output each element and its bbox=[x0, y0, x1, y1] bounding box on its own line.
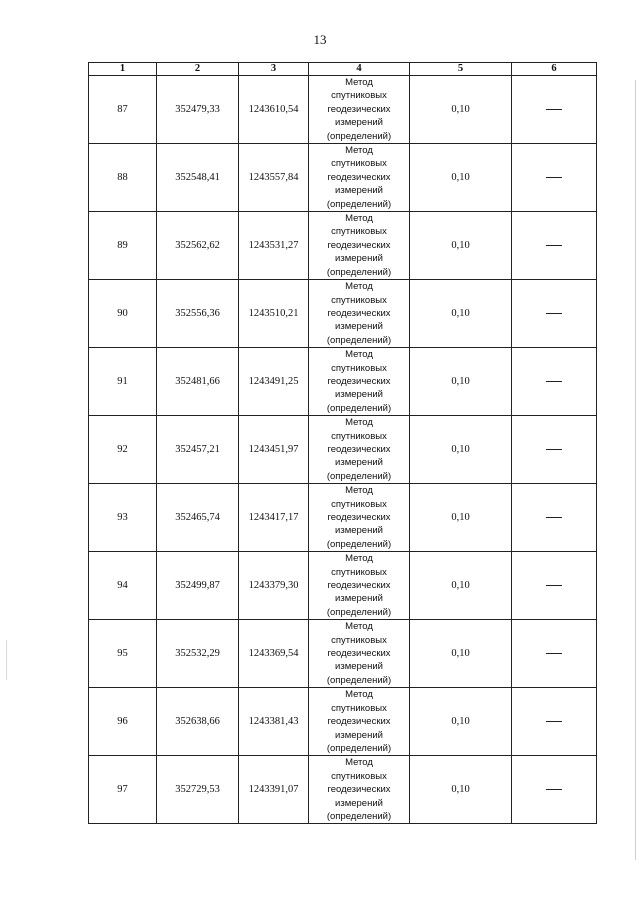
precision-cell: 0,10 bbox=[410, 144, 512, 212]
method-cell bbox=[309, 212, 410, 280]
method-line: измерений bbox=[335, 185, 383, 197]
note-cell bbox=[512, 280, 597, 348]
dash-mark bbox=[546, 517, 562, 518]
table-header-row bbox=[89, 63, 597, 76]
method-line: Метод bbox=[345, 485, 373, 497]
method-line: геодезических bbox=[327, 375, 391, 387]
method-line: (определений) bbox=[326, 198, 392, 210]
dash-mark bbox=[546, 449, 562, 450]
dash-mark bbox=[546, 789, 562, 790]
x-coordinate-cell: 352548,41 bbox=[157, 144, 239, 212]
table-row bbox=[89, 348, 597, 416]
table-row bbox=[89, 76, 597, 144]
method-line: измерений bbox=[335, 729, 383, 741]
note-cell bbox=[512, 144, 597, 212]
point-number-cell: 95 bbox=[89, 620, 157, 688]
method-line: геодезических bbox=[327, 239, 391, 251]
method-cell bbox=[309, 688, 410, 756]
method-line: Метод bbox=[345, 77, 373, 88]
table-row bbox=[89, 688, 597, 756]
method-cell bbox=[309, 552, 410, 620]
column-header: 1 bbox=[89, 63, 157, 76]
method-line: геодезических bbox=[327, 716, 391, 728]
method-line: измерений bbox=[335, 797, 383, 809]
method-line: измерений bbox=[335, 525, 383, 537]
method-line: измерений bbox=[335, 389, 383, 401]
dash-mark bbox=[546, 177, 562, 178]
method-line: геодезических bbox=[327, 171, 391, 183]
y-coordinate-cell: 1243417,17 bbox=[239, 484, 309, 552]
y-coordinate-cell: 1243491,25 bbox=[239, 348, 309, 416]
y-coordinate-cell: 1243369,54 bbox=[239, 620, 309, 688]
method-line: (определений) bbox=[326, 674, 392, 686]
method-line: измерений bbox=[335, 117, 383, 129]
method-line: (определений) bbox=[326, 470, 392, 482]
method-line: (определений) bbox=[326, 266, 392, 278]
dash-mark bbox=[546, 381, 562, 382]
point-number-cell: 87 bbox=[89, 76, 157, 144]
column-header: 2 bbox=[157, 63, 239, 76]
precision-cell: 0,10 bbox=[410, 552, 512, 620]
method-line: спутниковых bbox=[331, 362, 387, 374]
y-coordinate-cell: 1243379,30 bbox=[239, 552, 309, 620]
method-cell bbox=[309, 416, 410, 484]
y-coordinate-cell: 1243557,84 bbox=[239, 144, 309, 212]
x-coordinate-cell: 352465,74 bbox=[157, 484, 239, 552]
method-line: (определений) bbox=[326, 538, 392, 550]
note-cell bbox=[512, 484, 597, 552]
table-body bbox=[89, 76, 597, 824]
method-line: геодезических bbox=[327, 512, 391, 523]
x-coordinate-cell: 352481,66 bbox=[157, 348, 239, 416]
note-cell bbox=[512, 76, 597, 144]
table-row bbox=[89, 552, 597, 620]
method-line: геодезических bbox=[327, 103, 391, 115]
method-line: спутниковых bbox=[331, 702, 387, 714]
column-header: 5 bbox=[410, 63, 512, 76]
precision-cell: 0,10 bbox=[410, 484, 512, 552]
dash-mark bbox=[546, 585, 562, 586]
scan-edge-line bbox=[635, 80, 636, 860]
method-cell bbox=[309, 144, 410, 212]
dash-mark bbox=[546, 109, 562, 110]
method-line: Метод bbox=[345, 281, 373, 293]
method-cell bbox=[309, 76, 410, 144]
method-line: спутниковых bbox=[331, 430, 387, 442]
x-coordinate-cell: 352499,87 bbox=[157, 552, 239, 620]
method-line: (определений) bbox=[326, 334, 392, 346]
table-row bbox=[89, 144, 597, 212]
method-cell bbox=[309, 620, 410, 688]
note-cell bbox=[512, 552, 597, 620]
method-line: (определений) bbox=[326, 606, 392, 618]
note-cell bbox=[512, 416, 597, 484]
method-line: Метод bbox=[345, 689, 373, 701]
page-number: 13 bbox=[313, 32, 327, 47]
method-line: геодезических bbox=[327, 307, 391, 319]
precision-cell: 0,10 bbox=[410, 348, 512, 416]
precision-cell: 0,10 bbox=[410, 212, 512, 280]
method-line: геодезических bbox=[327, 580, 391, 592]
point-number-cell: 89 bbox=[89, 212, 157, 280]
dash-mark bbox=[546, 245, 562, 246]
x-coordinate-cell: 352457,21 bbox=[157, 416, 239, 484]
column-header: 3 bbox=[239, 63, 309, 76]
precision-cell: 0,10 bbox=[410, 280, 512, 348]
point-number-cell: 92 bbox=[89, 416, 157, 484]
note-cell bbox=[512, 212, 597, 280]
dash-mark bbox=[546, 653, 562, 654]
note-cell bbox=[512, 348, 597, 416]
method-line: измерений bbox=[335, 661, 383, 673]
scan-edge-mark bbox=[6, 640, 7, 680]
point-number-cell: 90 bbox=[89, 280, 157, 348]
method-line: измерений bbox=[335, 321, 383, 333]
x-coordinate-cell: 352638,66 bbox=[157, 688, 239, 756]
method-line: спутниковых bbox=[331, 294, 387, 306]
method-line: Метод bbox=[345, 417, 373, 429]
y-coordinate-cell: 1243510,21 bbox=[239, 280, 309, 348]
table-row bbox=[89, 484, 597, 552]
x-coordinate-cell: 352532,29 bbox=[157, 620, 239, 688]
method-line: (определений) bbox=[326, 810, 392, 822]
method-line: геодезических bbox=[327, 443, 391, 455]
note-cell bbox=[512, 620, 597, 688]
column-header: 4 bbox=[309, 63, 410, 76]
note-cell bbox=[512, 688, 597, 756]
method-line: спутниковых bbox=[331, 566, 387, 578]
note-cell bbox=[512, 756, 597, 824]
precision-cell: 0,10 bbox=[410, 76, 512, 144]
precision-cell: 0,10 bbox=[410, 620, 512, 688]
table-row bbox=[89, 212, 597, 280]
point-number-cell: 93 bbox=[89, 484, 157, 552]
method-cell bbox=[309, 348, 410, 416]
method-line: спутниковых bbox=[331, 770, 387, 782]
x-coordinate-cell: 352556,36 bbox=[157, 280, 239, 348]
method-cell bbox=[309, 484, 410, 552]
column-header: 6 bbox=[512, 63, 597, 76]
method-line: измерений bbox=[335, 457, 383, 469]
method-line: (определений) bbox=[326, 402, 392, 414]
method-line: спутниковых bbox=[331, 498, 387, 510]
point-number-cell: 91 bbox=[89, 348, 157, 416]
method-cell bbox=[309, 280, 410, 348]
y-coordinate-cell: 1243391,07 bbox=[239, 756, 309, 824]
y-coordinate-cell: 1243381,43 bbox=[239, 688, 309, 756]
y-coordinate-cell: 1243531,27 bbox=[239, 212, 309, 280]
point-number-cell: 94 bbox=[89, 552, 157, 620]
method-line: геодезических bbox=[327, 648, 391, 660]
dash-mark bbox=[546, 721, 562, 722]
x-coordinate-cell: 352562,62 bbox=[157, 212, 239, 280]
method-line: спутниковых bbox=[331, 226, 387, 238]
method-line: измерений bbox=[335, 253, 383, 265]
table-row bbox=[89, 416, 597, 484]
dash-mark bbox=[546, 313, 562, 314]
method-line: спутниковых bbox=[331, 158, 387, 170]
method-line: (определений) bbox=[326, 742, 392, 754]
precision-cell: 0,10 bbox=[410, 756, 512, 824]
method-line: Метод bbox=[345, 621, 373, 633]
precision-cell: 0,10 bbox=[410, 688, 512, 756]
method-line: Метод bbox=[345, 349, 373, 361]
method-line: Метод bbox=[345, 757, 373, 769]
method-line: спутниковых bbox=[331, 90, 387, 102]
y-coordinate-cell: 1243610,54 bbox=[239, 76, 309, 144]
method-line: (определений) bbox=[326, 130, 392, 142]
y-coordinate-cell: 1243451,97 bbox=[239, 416, 309, 484]
method-line: измерений bbox=[335, 593, 383, 605]
x-coordinate-cell: 352729,53 bbox=[157, 756, 239, 824]
table-row bbox=[89, 280, 597, 348]
table-row bbox=[89, 620, 597, 688]
method-line: спутниковых bbox=[331, 634, 387, 646]
method-cell bbox=[309, 756, 410, 824]
method-line: геодезических bbox=[327, 784, 391, 796]
point-number-cell: 96 bbox=[89, 688, 157, 756]
coordinates-table bbox=[88, 62, 597, 824]
method-line: Метод bbox=[345, 145, 373, 157]
point-number-cell: 88 bbox=[89, 144, 157, 212]
table-row bbox=[89, 756, 597, 824]
method-line: Метод bbox=[345, 553, 373, 565]
point-number-cell: 97 bbox=[89, 756, 157, 824]
method-line: Метод bbox=[345, 213, 373, 225]
precision-cell: 0,10 bbox=[410, 416, 512, 484]
x-coordinate-cell: 352479,33 bbox=[157, 76, 239, 144]
